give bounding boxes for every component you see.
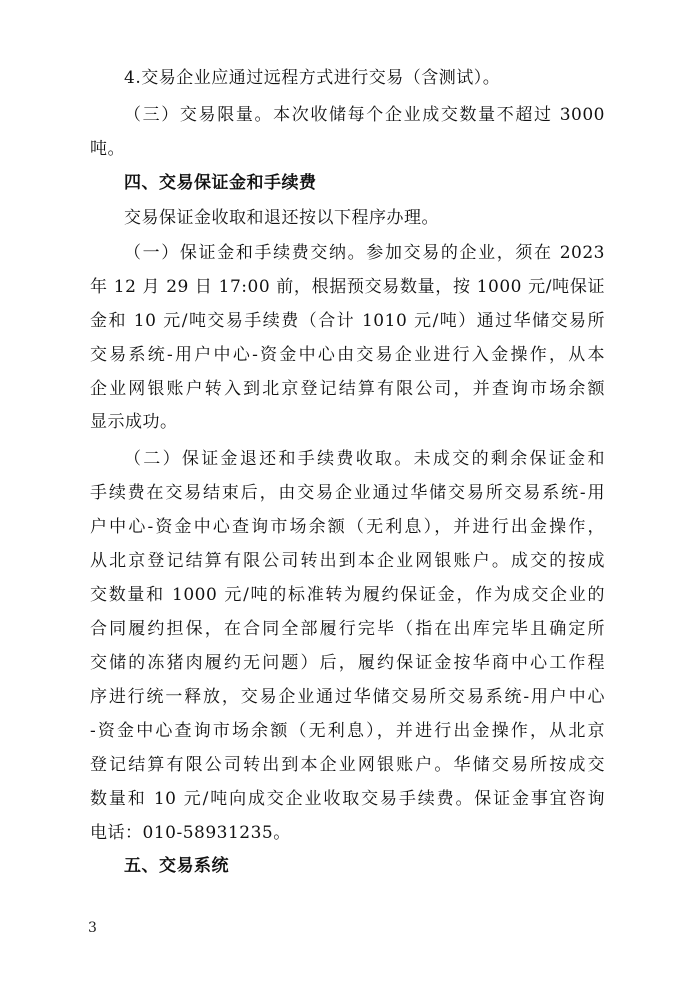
subsection-2-line-8: 序进行统一释放，交易企业通过华储交易所交易系统-用户中心	[90, 687, 605, 707]
subsection-2-line-12: 电话：010-58931235。	[90, 823, 291, 843]
section-heading-4: 四、交易保证金和手续费	[124, 173, 317, 193]
subsection-1-line-4: 交易系统-用户中心-资金中心由交易企业进行入金操作，从本	[90, 345, 605, 365]
subsection-2-line-5: 交数量和 1000 元/吨的标准转为履约保证金，作为成交企业的	[90, 585, 605, 605]
section-heading-5: 五、交易系统	[124, 856, 229, 876]
subsection-1-line-1: （一）保证金和手续费交纳。参加交易的企业，须在 2023	[124, 243, 605, 263]
subsection-2-line-11: 数量和 10 元/吨向成交企业收取交易手续费。保证金事宜咨询	[90, 789, 605, 809]
paragraph-3-line-1: （三）交易限量。本次收储每个企业成交数量不超过 3000	[124, 105, 605, 125]
subsection-1-line-6: 显示成功。	[90, 412, 178, 432]
subsection-2-line-6: 合同履约担保，在合同全部履行完毕（指在出库完毕且确定所	[90, 619, 605, 639]
subsection-2-line-7: 交储的冻猪肉履约无问题）后，履约保证金按华商中心工作程	[90, 653, 605, 673]
subsection-2-line-4: 从北京登记结算有限公司转出到本企业网银账户。成交的按成	[90, 551, 605, 571]
page-number: 3	[88, 920, 97, 936]
paragraph-3-line-2: 吨。	[90, 139, 125, 159]
subsection-2-line-3: 户中心-资金中心查询市场余额（无利息），并进行出金操作，	[90, 517, 605, 537]
subsection-1-line-3: 金和 10 元/吨交易手续费（合计 1010 元/吨）通过华储交易所	[90, 311, 605, 331]
subsection-2-line-1: （二）保证金退还和手续费收取。未成交的剩余保证金和	[124, 449, 605, 469]
subsection-1-line-2: 年 12 月 29 日 17:00 前，根据预交易数量，按 1000 元/吨保证	[90, 277, 605, 297]
section-4-intro: 交易保证金收取和退还按以下程序办理。	[124, 208, 439, 228]
subsection-2-line-2: 手续费在交易结束后，由交易企业通过华储交易所交易系统-用	[90, 483, 605, 503]
paragraph-item-4: 4.交易企业应通过远程方式进行交易（含测试）。	[124, 68, 501, 88]
subsection-2-line-10: 登记结算有限公司转出到本企业网银账户。华储交易所按成交	[90, 755, 605, 775]
subsection-2-line-9: -资金中心查询市场余额（无利息），并进行出金操作，从北京	[90, 721, 605, 741]
subsection-1-line-5: 企业网银账户转入到北京登记结算有限公司，并查询市场余额	[90, 379, 605, 399]
